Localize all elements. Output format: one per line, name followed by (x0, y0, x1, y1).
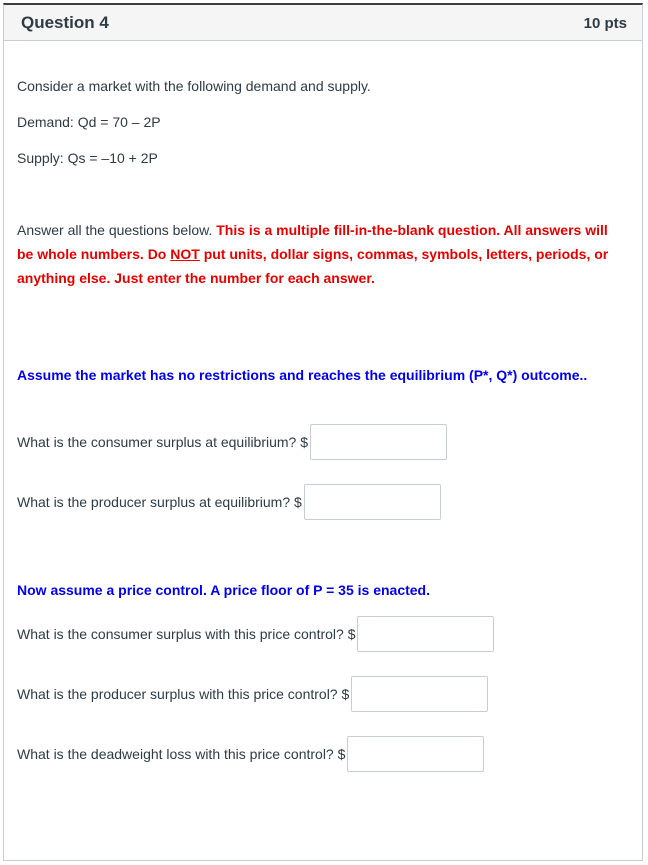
question-label-producer-surplus-eq: What is the producer surplus at equilibrium? $ (17, 494, 302, 510)
question-row-consumer-surplus-pc (17, 616, 494, 652)
question-label-deadweight-loss: What is the deadweight loss with this price control? $ (17, 746, 346, 762)
producer-surplus-eq-input[interactable] (304, 484, 441, 520)
question-row-deadweight-loss (17, 736, 484, 772)
question-row-producer-surplus-pc (17, 676, 488, 712)
supply-equation: Supply: Qs = –10 + 2P (17, 150, 158, 166)
consumer-surplus-pc-input[interactable] (357, 616, 494, 652)
question-row-consumer-surplus-eq (17, 424, 447, 460)
question-label-consumer-surplus-pc: What is the consumer surplus with this price control? $ (17, 626, 356, 642)
instructions-warning-part1: This is a multiple fill-in-the-blank question. All answers will be whole numbers. Do (17, 222, 608, 262)
instructions-warning-not: NOT (170, 246, 200, 262)
instructions-warning-part2: put units, dollar signs, commas, symbols, letters, periods, or anything else. Just enter the number for each answer. (17, 246, 609, 286)
intro-text: Consider a market with the following demand and supply. (17, 78, 371, 94)
deadweight-loss-input[interactable] (347, 736, 484, 772)
section2-heading: Now assume a price control. A price floor of P = 35 is enacted. (17, 582, 430, 598)
question-header (4, 5, 642, 41)
question-title: Question 4 (21, 13, 109, 32)
demand-equation: Demand: Qd = 70 – 2P (17, 114, 161, 130)
instructions (17, 218, 617, 290)
section1-heading: Assume the market has no restrictions and reaches the equilibrium (P*, Q*) outcome.. (17, 367, 588, 383)
question-label-consumer-surplus-eq: What is the consumer surplus at equilibrium? $ (17, 434, 309, 450)
consumer-surplus-eq-input[interactable] (310, 424, 447, 460)
producer-surplus-pc-input[interactable] (351, 676, 488, 712)
question-row-producer-surplus-eq (17, 484, 441, 520)
question-label-producer-surplus-pc: What is the producer surplus with this price control? $ (17, 686, 350, 702)
instructions-plain: Answer all the questions below. (17, 222, 217, 238)
question-points: 10 pts (583, 15, 627, 32)
